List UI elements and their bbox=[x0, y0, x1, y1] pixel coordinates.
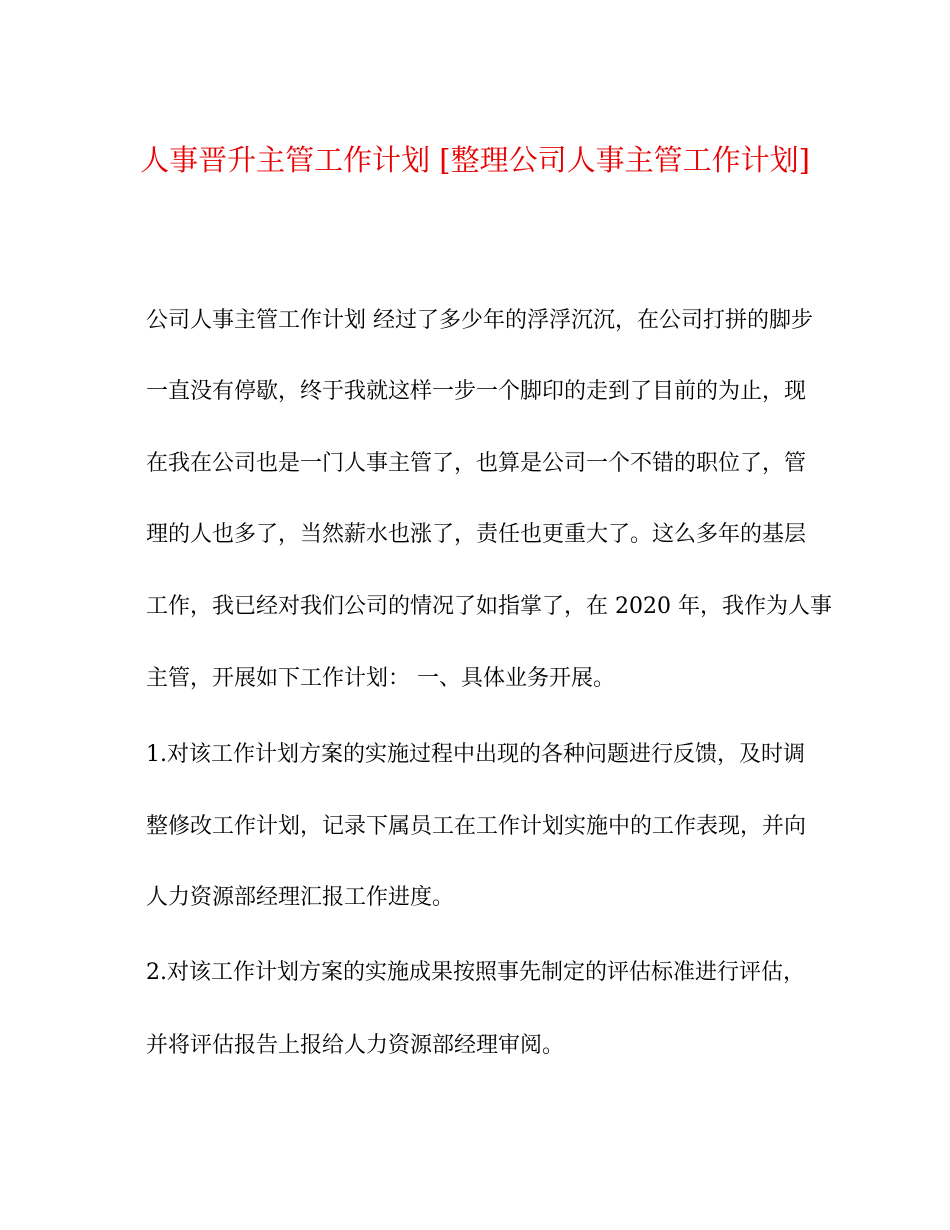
body-line: 工作，我已经对我们公司的情况了如指掌了，在 2020 年，我作为人事 bbox=[146, 594, 832, 619]
body-line: 一直没有停歇，终于我就这样一步一个脚印的走到了目前的为止，现 bbox=[146, 379, 807, 404]
document-title: 人事晋升主管工作计划 [整理公司人事主管工作计划] bbox=[140, 143, 810, 177]
body-line: 理的人也多了，当然薪水也涨了，责任也更重大了。这么多年的基层 bbox=[146, 522, 807, 547]
body-line: 整修改工作计划，记录下属员工在工作计划实施中的工作表现，并向 bbox=[146, 814, 807, 839]
body-line: 主管，开展如下工作计划： 一、具体业务开展。 bbox=[146, 666, 615, 691]
body-line: 并将评估报告上报给人力资源部经理审阅。 bbox=[146, 1033, 565, 1058]
body-line: 1.对该工作计划方案的实施过程中出现的各种问题进行反馈，及时调 bbox=[146, 742, 805, 767]
body-line: 人力资源部经理汇报工作进度。 bbox=[146, 885, 455, 910]
body-line: 公司人事主管工作计划 经过了多少年的浮浮沉沉，在公司打拼的脚步 bbox=[146, 308, 813, 333]
body-line: 2.对该工作计划方案的实施成果按照事先制定的评估标准进行评估， bbox=[146, 960, 805, 985]
body-line: 在我在公司也是一门人事主管了，也算是公司一个不错的职位了，管 bbox=[146, 451, 807, 476]
